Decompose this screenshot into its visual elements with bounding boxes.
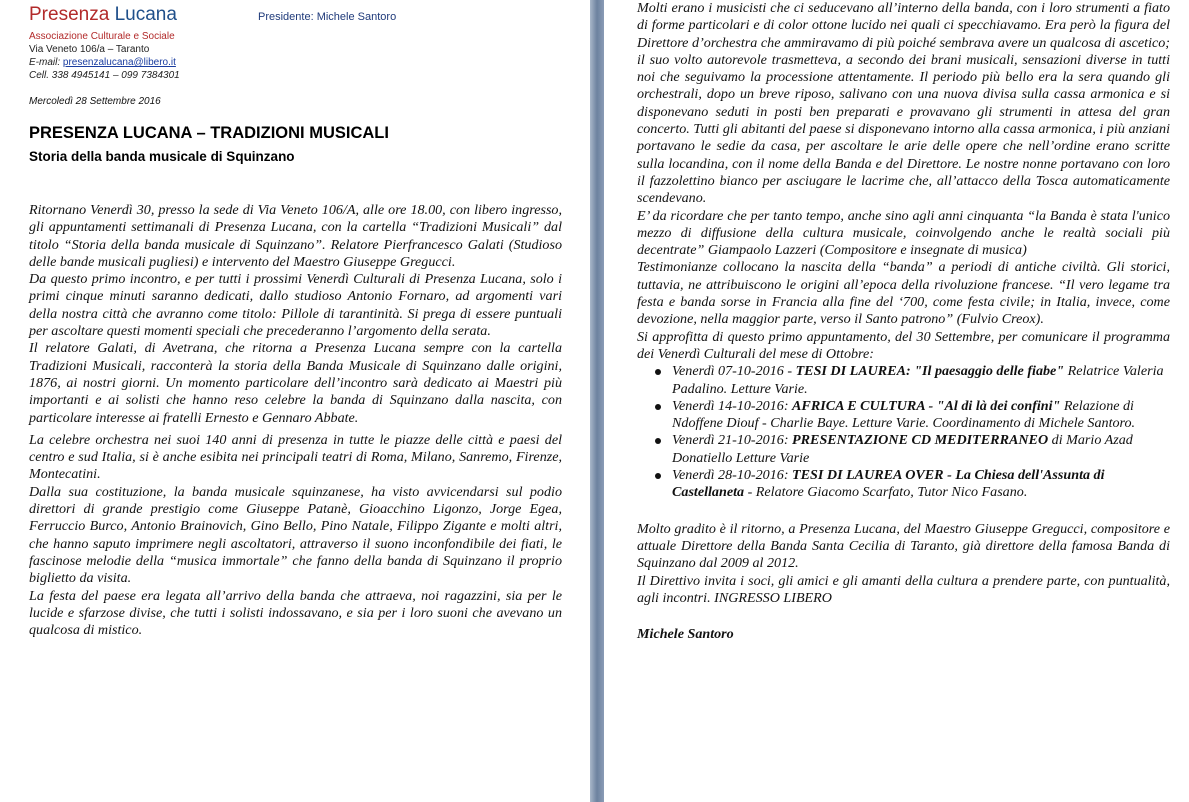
document-title: PRESENZA LUCANA – TRADIZIONI MUSICALI: [29, 124, 389, 142]
paragraph: La festa del paese era legata all’arrivo della banda che attraeva, noi ragazzini, sia per le lucide e sfarzose divise, che tutti i solisti indossavano, e sia per i loro suoni che avevano un qualcosa di mistico.: [29, 587, 562, 639]
president-label: Presidente: Michele Santoro: [258, 11, 397, 23]
paragraph: Il relatore Galati, di Avetrana, che ritorna a Presenza Lucana sempre con la cartella Tradizioni Musicali, racconterà la storia della Banda Musicale di Squinzano dalle origini, 1876, ai nostri giorni. Un momento particolare dell’incontro sarà dedicato ai Maestri più importanti e ai solisti che hanno reso celebre la banda di Squinzano dalla nascita, con particolare interesse ai fratelli Ernesto e Gennaro Abbate.: [29, 340, 562, 426]
document-date: Mercoledì 28 Settembre 2016: [29, 96, 161, 107]
paragraph: Si approfitta di questo primo appuntamento, del 30 Settembre, per comunicare il programma dei Venerdì Culturali del mese di Ottobre:: [637, 328, 1170, 362]
address: Via Veneto 106/a – Taranto: [29, 44, 150, 55]
bullet-icon: [655, 404, 661, 410]
email-line: [29, 56, 180, 69]
bullet-icon: [655, 438, 661, 444]
list-item: Venerdì 21-10-2016: PRESENTAZIONE CD MEDITERRANEO di Mario Azad Donatiello Letture Varie: [672, 432, 1170, 467]
brand-name-part1: Presenza: [29, 4, 110, 25]
list-item: Venerdì 28-10-2016: TESI DI LAUREA OVER - La Chiesa dell'Assunta di Castellaneta - Relatore Giacomo Scarfato, Tutor Nico Fasano.: [672, 467, 1170, 502]
paragraph: Dalla sua costituzione, la banda musicale squinzanese, ha visto avvicendarsi sul podio direttori di grande prestigio come Giuseppe Patanè, Gioacchino Ligonzo, Jorge Egea, Ferruccio Burco, Antonio Brainovich, Gino Bello, Pino Natale, Filippo Zigante e molti altri, che hanno saputo imprimere negli ascoltatori, attraverso il suono inconfondibile dei fiati, le fascinose melodie della “musica immortale” che fanno della banda di Squinzano il proprio biglietto da visita.: [29, 483, 562, 587]
bullet-icon: [655, 473, 661, 479]
left-body-text: [29, 202, 562, 639]
paragraph: Testimonianze collocano la nascita della “banda” a periodi di antiche civiltà. Gli storici, tuttavia, ne attribuiscono le origini all’epoca della rivoluzione francese. “Il vero legame tra festa e banda sorse in Francia alla fine del ‘700, come festa civile; in Italia, invece, come devozione, nella maggior parte, verso il Santo patrono” (Fulvio Creox).: [637, 259, 1170, 328]
document-page-left: [0, 0, 590, 802]
list-item: Venerdì 14-10-2016: AFRICA E CULTURA - "Al di là dei confini" Relazione di Ndoffene Diouf - Charlie Baye. Letture Varie. Coordinamento di Michele Santoro.: [672, 398, 1170, 433]
paragraph: Ritornano Venerdì 30, presso la sede di Via Veneto 106/A, alle ore 18.00, con libero ingresso, gli appuntamenti settimanali di Presenza Lucana, con la cartella “Tradizioni Musicali” dal titolo “Storia della banda musicale di Squinzano”. Relatore Pierfrancesco Galati (Studioso delle bande musicali pugliesi) e intervento del Maestro Giuseppe Gregucci.: [29, 202, 562, 270]
page-divider: [590, 0, 604, 802]
letterhead: [29, 4, 180, 82]
paragraph: Molti erano i musicisti che ci seducevano all’interno della banda, con i loro strumenti a fiato di forme particolari e di color ottone lucido nei quali ci specchiavamo. Era però la figura del Direttore d’orchestra che ammiravamo di più poiché sembrava avere un qualcosa di ascetico; il suo volto autorevole trasmetteva, a secondo dei brani musicali, sensazioni diverse in tutti noi che seguivamo la processione attentamente. Il periodo più bello era la sera quando gli orchestrali, dopo un breve riposo, salivano con una nuova divisa sulla cassa armonica e si disponevano seduti in posti ben preparati e provavano gli strumenti in attesa del gran concerto. Tutti gli abitanti del paese si disponevano intorno alla cassa armonica, i più anziani portavano le sedie da casa, per ascoltare le arie delle opere che nell’ordine erano scritte sulla locandina, con il nome della Banda e del Direttore. Le nostre nonne portavano con loro il fazzolettino bianco per asciugare le lacrime che, all’attacco della Tosca automaticamente scendevano.: [637, 0, 1170, 207]
paragraph: Da questo primo incontro, e per tutti i prossimi Venerdì Culturali di Presenza Lucana, solo i primi cinque minuti saranno dedicati, dallo studioso Antonio Fornaro, ad argomenti vari della nostra città che avranno come titolo: Pillole di tarantinità. Si prega di essere puntuali per ascoltare questi momenti speciali che precederanno l’argomento della serata.: [29, 271, 562, 340]
right-body-text: [637, 0, 1170, 643]
paragraph: La celebre orchestra nei suoi 140 anni di presenza in tutte le piazze delle città e paesi del centro e sud Italia, si è anche esibita nei principali teatri di Roma, Milano, Sanremo, Firenze, Montecatini.: [29, 431, 562, 483]
list-item: Venerdì 07-10-2016 - TESI DI LAUREA: "Il paesaggio delle fiabe" Relatrice Valeria Padalino. Letture Varie.: [672, 363, 1170, 398]
association-name: Associazione Culturale e Sociale: [29, 31, 175, 42]
phone: [29, 69, 180, 82]
paragraph: Molto gradito è il ritorno, a Presenza Lucana, del Maestro Giuseppe Gregucci, compositore e attuale Direttore della Banda Santa Cecilia di Taranto, già direttore della famosa Banda di Squinzano dal 2009 al 2012.: [637, 520, 1170, 572]
brand-name-part2: Lucana: [114, 4, 177, 25]
events-list: [637, 363, 1170, 501]
signature: Michele Santoro: [637, 626, 734, 643]
bullet-icon: [655, 369, 661, 375]
paragraph: Il Direttivo invita i soci, gli amici e gli amanti della cultura a prendere parte, con puntualità, agli incontri. INGRESSO LIBERO: [637, 572, 1170, 606]
brand-logo: [29, 4, 180, 26]
paragraph: E’ da ricordare che per tanto tempo, anche sino agli anni cinquanta “la Banda è stata l'unico mezzo di diffusione della cultura musicale, coinvolgendo anche le realtà sociali più decentrate” Giampaolo Lazzeri (Compositore e insegnate di musica): [637, 207, 1170, 259]
email-label: E-mail:: [29, 57, 63, 68]
email-link[interactable]: presenzalucana@libero.it: [62, 57, 176, 68]
phone-text: Cell. 338 4945141 – 099 7384301: [29, 70, 180, 81]
document-subtitle: Storia della banda musicale di Squinzano: [29, 149, 295, 164]
